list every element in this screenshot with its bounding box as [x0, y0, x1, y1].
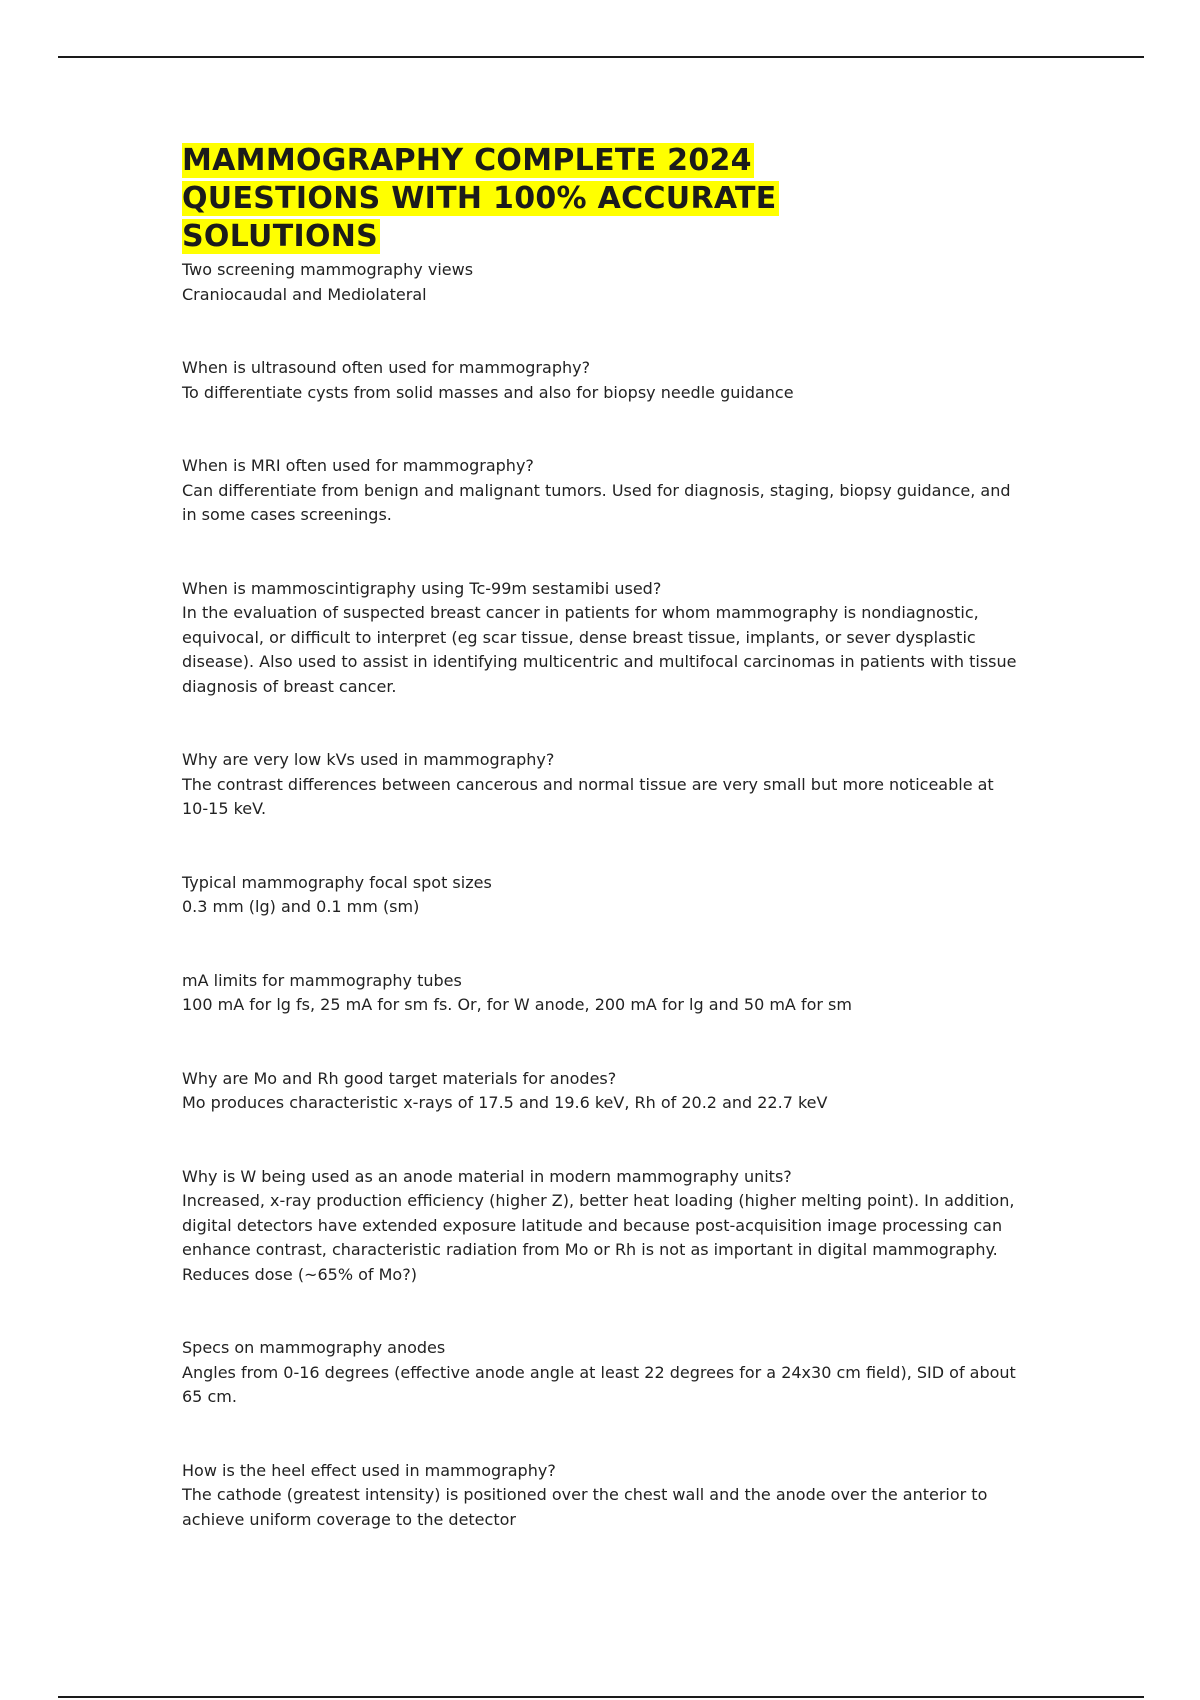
title-line: MAMMOGRAPHY COMPLETE 2024 — [182, 143, 752, 178]
qa-item — [182, 1165, 1022, 1288]
qa-answer: 100 mA for lg fs, 25 mA for sm fs. Or, for W anode, 200 mA for lg and 50 mA for sm — [182, 995, 852, 1014]
qa-answer: The cathode (greatest intensity) is positioned over the chest wall and the anode over the anterior to achieve uniform coverage to the detector — [182, 1485, 988, 1529]
qa-item — [182, 356, 1022, 405]
qa-question: Two screening mammography views — [182, 260, 474, 279]
page-top-rule — [58, 56, 1144, 58]
qa-item — [182, 748, 1022, 822]
qa-answer: 0.3 mm (lg) and 0.1 mm (sm) — [182, 897, 420, 916]
qa-question: When is MRI often used for mammography? — [182, 456, 534, 475]
qa-answer: In the evaluation of suspected breast cancer in patients for whom mammography is nondiagnostic, equivocal, or difficult to interpret (eg scar tissue, dense breast tissue, implants, or sever dysplastic disease). Also used to assist in identifying multicentric and multifocal carcinomas in patients with tissue diagnosis of breast cancer. — [182, 603, 1017, 696]
qa-question: When is ultrasound often used for mammography? — [182, 358, 591, 377]
qa-question: Why are very low kVs used in mammography? — [182, 750, 555, 769]
document-title — [182, 142, 1022, 256]
qa-question: Typical mammography focal spot sizes — [182, 872, 492, 892]
qa-item — [182, 577, 1022, 700]
qa-answer: The contrast differences between cancerous and normal tissue are very small but more noticeable at 10-15 keV. — [182, 774, 994, 818]
qa-question: Why is W being used as an anode material in modern mammography units? — [182, 1166, 792, 1186]
qa-item — [182, 1336, 1022, 1410]
qa-question: How is the heel effect used in mammography? — [182, 1460, 556, 1480]
qa-answer: Can differentiate from benign and malignant tumors. Used for diagnosis, staging, biopsy guidance, and in some cases screenings. — [182, 480, 1011, 524]
page-bottom-rule — [58, 1696, 1144, 1698]
qa-item — [182, 871, 1022, 920]
qa-question: Specs on mammography anodes — [182, 1338, 446, 1357]
qa-answer: Angles from 0-16 degrees (effective anode angle at least 22 degrees for a 24x30 cm field), SID of about 65 cm. — [182, 1362, 1016, 1406]
qa-list — [182, 258, 1022, 1532]
title-line: SOLUTIONS — [182, 219, 379, 254]
qa-question: When is mammoscintigraphy using Tc-99m sestamibi used? — [182, 578, 662, 598]
qa-item — [182, 258, 1022, 307]
qa-item — [182, 1067, 1022, 1116]
qa-question: Why are Mo and Rh good target materials for anodes? — [182, 1068, 617, 1088]
qa-item — [182, 969, 1022, 1018]
document-body — [182, 142, 1022, 1532]
title-line: QUESTIONS WITH 100% ACCURATE — [182, 181, 777, 216]
qa-answer: Mo produces characteristic x-rays of 17.5 and 19.6 keV, Rh of 20.2 and 22.7 keV — [182, 1093, 828, 1112]
qa-item — [182, 1459, 1022, 1533]
qa-question: mA limits for mammography tubes — [182, 970, 462, 990]
qa-answer: Increased, x-ray production efficiency (higher Z), better heat loading (higher melting point). In addition, digital detectors have extended exposure latitude and because post-acquisition image processing can enhance contrast, characteristic radiation from Mo or Rh is not as important in digital mammography. Reduces dose (~65% of Mo?) — [182, 1191, 1015, 1284]
qa-answer: Craniocaudal and Mediolateral — [182, 284, 427, 304]
qa-answer: To differentiate cysts from solid masses and also for biopsy needle guidance — [182, 382, 794, 402]
qa-item — [182, 454, 1022, 528]
